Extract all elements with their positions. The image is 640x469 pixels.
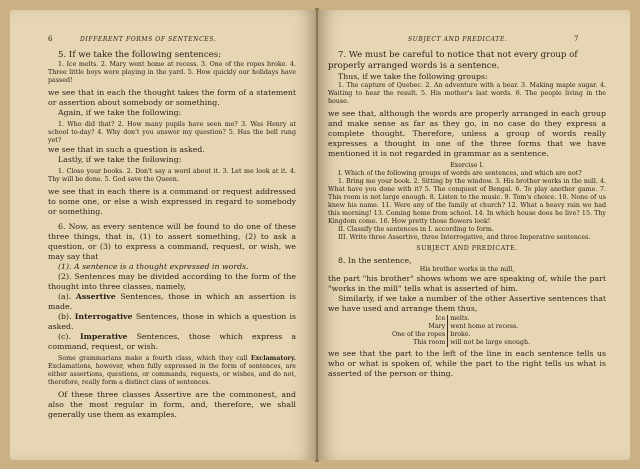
section-7-explanation: we see that, although the words are properly arranged in each group and make sense as far as they go, in no case do they express a complete thought. Therefore, unless a group of words really expresses a thought in one of the three forms that we have mentioned it is not regarded in grammar as a sentence. [328, 109, 606, 158]
subject-predicate-table [390, 315, 532, 347]
imperative-def: Sentences, those which express a command, request, or wish. [48, 332, 296, 351]
command-examples: 1. Close your books. 2. Don't say a word about it. 3. Let me look at it. 4. Thy will be done. 5. God save the Queen. [48, 168, 296, 183]
exercise-title: Exercise I. [450, 162, 484, 169]
assertive-examples: 1. Ice melts. 2. Mary went home at recess. 3. One of the ropes broke. 4. Three little boys were playing in the yard. 5. How quickly our holidays have passed! [48, 61, 296, 84]
imperative-term: Imperative [79, 332, 128, 341]
exercise-intro: I. Which of the following groups of words are sentences, and which are not? [338, 170, 582, 177]
subject-cell: One of the ropes [390, 331, 448, 339]
final-paragraph: we see that the part to the left of the line in each sentence tells us who or what is spoken of, while the part to the right tells us what is asserted of the person or thing. [328, 349, 606, 378]
subject-cell: This room [390, 339, 448, 347]
predicate-cell: melts. [450, 315, 470, 322]
table-row [390, 339, 532, 347]
command-explanation: we see that in each there is a command or request addressed to some one, or else a wish expressed in regard to somebody or something. [48, 187, 296, 216]
question-explanation: we see that in such a question is asked. [48, 145, 205, 154]
exclamatory-note [48, 355, 296, 387]
section-8-heading: 8. In the sentence, [338, 256, 412, 265]
assertive-explanation: we see that in each the thought takes the form of a statement or assertion about somebody or something. [48, 88, 296, 107]
right-page-number: 7 [574, 35, 579, 43]
table-row [390, 331, 532, 339]
interrogative-def: Sentences, those in which a question is asked. [48, 312, 296, 331]
lastly-line: Lastly, if we take the following: [58, 155, 182, 164]
subject-predicate-title: SUBJECT AND PREDICATE. [416, 245, 518, 252]
left-content [48, 50, 296, 420]
section-5-heading: 5. If we take the following sentences: [58, 50, 222, 60]
interrogative-term: Interrogative [74, 312, 133, 321]
section-7-heading: 7. We must be careful to notice that not every group of properly arranged words is a sentence. [328, 50, 578, 71]
definition-1: (1). A sentence is a thought expressed in words. [58, 262, 249, 271]
similarly-paragraph: Similarly, if we take a number of the other Assertive sentences that we have used and arrange them thus, [328, 294, 606, 313]
assertive-term: Assertive [75, 292, 116, 301]
right-content [328, 50, 606, 379]
left-page-number: 6 [48, 35, 53, 43]
note-post: Exclamations, however, when fully expressed in the form of sentences, are either assertions, questions, or commands, requests, or wishes, and do not, therefore, really form a distinct class of sentences. [48, 363, 296, 386]
predicate-cell: will not be large enough. [450, 339, 531, 346]
again-line: Again, if we take the following: [58, 108, 182, 117]
class-assertive: (a). Assertive Sentences, those in which an assertion is made. [48, 292, 296, 311]
definition-2: (2). Sentences may be divided according to the form of the thought into three classes, namely, [48, 272, 296, 291]
class-interrogative: (b). Interrogative Sentences, those in which a question is asked. [48, 312, 296, 331]
note-pre: Some grammarians make a fourth class, which they call [58, 355, 248, 362]
thus-line: Thus, if we take the following groups: [338, 72, 488, 81]
predicate-cell: broke. [450, 331, 471, 338]
class-imperative: (c). Imperative Sentences, those which express a command, request, or wish. [48, 332, 296, 351]
subject-cell: Mary [390, 323, 448, 331]
question-examples: 1. Who did that? 2. How many pupils have seen me? 3. Was Henry at school to-day? 4. Why don't you answer my question? 5. Has the bell rung yet? [48, 121, 296, 144]
exclamatory-term: Exclamatory. [250, 355, 296, 362]
example-sentence: His brother works in the mill, [419, 266, 515, 273]
groups-examples: 1. The capture of Quebec. 2. An adventure with a bear. 3. Making maple sugar. 4. Waiting to hear the result. 5. His mother's last words. 6. The people living in the house. [328, 82, 606, 105]
section-6-text: 6. Now, as every sentence will be found to do one of these three things, that is, (1) to assert something, (2) to ask a question, or (3) to express a command, request, or wish, we may say that [48, 222, 296, 261]
predicate-cell: went home at recess. [450, 323, 519, 330]
section-8-explanation: the part "his brother" shows whom we are speaking of, while the part "works in the mill" tells what is asserted of him. [328, 274, 606, 293]
table-row [390, 315, 532, 323]
right-page [318, 10, 630, 460]
exercise-3: III. Write three Assertive, three Interrogative, and three Imperative sentences. [338, 234, 591, 241]
left-running-head: DIFFERENT FORMS OF SENTENCES. [80, 36, 217, 43]
left-page [10, 10, 316, 460]
subject-cell: Ice [390, 315, 448, 323]
table-row [390, 323, 532, 331]
assertive-def: Sentences, those in which an assertion is made. [48, 292, 296, 311]
exercise-2: II. Classify the sentences in I. according to form. [338, 226, 494, 233]
right-running-head: SUBJECT AND PREDICATE. [408, 36, 508, 43]
exercise-items: 1. Bring me your book. 2. Sitting by the window. 3. His brother works in the mill. 4. What have you done with it? 5. The conquest of Bengal. 6. To play another game. 7. This room is not large enough. 8. Listen to the music. 9. Tom's choice. 10. None of us knew his name. 11. Were any of the family at church? 12. What a heavy rain we had this morning! 13. Coming home from school. 14. In which house does he live? 15. Thy Kingdom come. 16. How pretty those flowers look! [328, 178, 606, 225]
closing-paragraph: Of these three classes Assertive are the commonest, and also the most regular in form, and, therefore, we shall generally use them as examples. [48, 390, 296, 419]
